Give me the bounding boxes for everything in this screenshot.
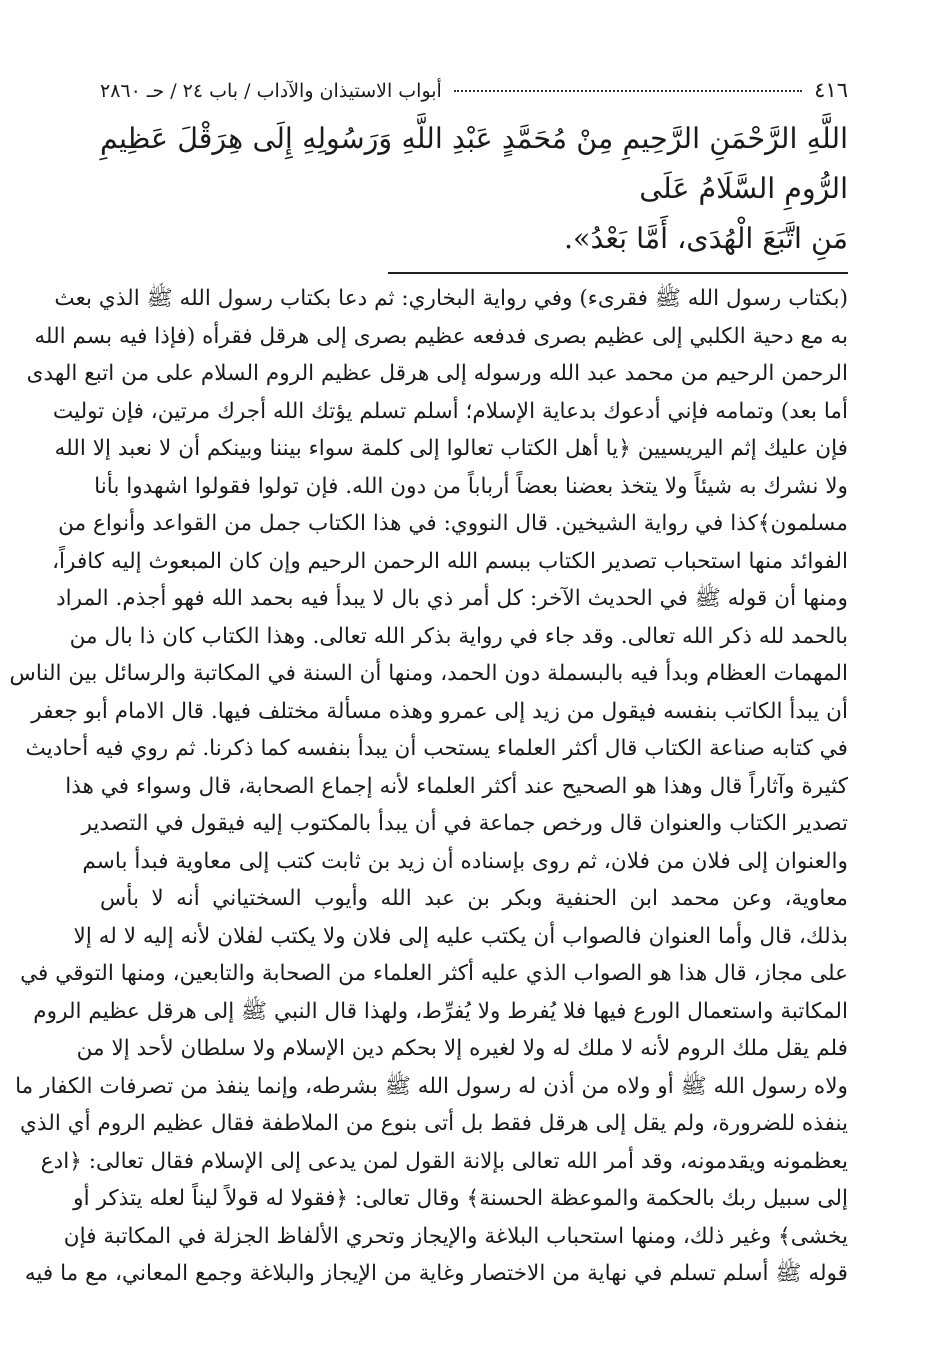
commentary-line: أما بعد) وتمامه فإني أدعوك بدعاية الإسلام؛ أسلم تسلم يؤتك الله أجرك مرتين، فإن توليت xyxy=(52,398,848,424)
commentary-line: ومنها أن قوله ﷺ في الحديث الآخر: كل أمر ذي بال لا يبدأ فيه بحمد الله فهو أجذم. المراد xyxy=(56,586,848,611)
commentary-line: في كتابه صناعة الكتاب قال أكثر العلماء يستحب أن يبدأ بنفسه كما ذكرنا. ثم روي فيه أحاديث xyxy=(25,736,848,761)
commentary-line: أن يبدأ الكاتب بنفسه فيقول من زيد إلى عمرو وهذه مسألة مختلف فيها. قال الامام أبو جعفر xyxy=(31,698,848,724)
page-number: ٤١٦ xyxy=(814,78,848,102)
commentary-line: تصدير الكتاب والعنوان قال ورخص جماعة في أن يبدأ بالمكتوب إليه فيقول في التصدير xyxy=(81,811,848,836)
hadith-line: مَنِ اتَّبَعَ الْهُدَى، أَمَّا بَعْدُ». xyxy=(563,222,848,255)
commentary-line: ولاه رسول الله ﷺ أو ولاه من أذن له رسول الله ﷺ بشرطه، وإنما ينفذ من تصرفات الكفار ما xyxy=(15,1073,848,1099)
commentary-line: على مجاز، قال هذا هو الصواب الذي عليه أكثر العلماء من الصحابة والتابعين، ومنها التوقي في xyxy=(20,961,848,986)
commentary-line: به مع دحية الكلبي إلى عظيم بصرى فدفعه عظيم بصرى إلى هرقل فقرأه (فإذا فيه بسم الله xyxy=(34,323,848,349)
hadith-text xyxy=(100,114,848,264)
running-header xyxy=(100,78,848,112)
commentary-line: يعظمونه ويقدمونه، وقد أمر الله تعالى بإلانة القول لمن يدعى إلى الإسلام فقال تعالى: ﴿ادع xyxy=(40,1148,848,1174)
commentary-text xyxy=(9,280,848,1293)
commentary-line: إلى سبيل ربك بالحكمة والموعظة الحسنة﴾ وقال تعالى: ﴿فقولا له قولاً ليناً لعله يتذكر أو xyxy=(73,1186,848,1211)
commentary-line: ولا نشرك به شيئاً ولا يتخذ بعضنا بعضاً أرباباً من دون الله. فإن تولوا فقولوا اشهدوا بأنا xyxy=(94,473,848,499)
commentary-line: بذلك، قال وأما العنوان فالصواب أن يكتب عليه إلى فلان ولا يكتب لفلان لأنه إليه لا له إلا xyxy=(73,923,848,949)
commentary-line: المهمات العظام وبدأ فيه بالبسملة دون الحمد، ومنها أن السنة في المكاتبة والرسائل بين الناس xyxy=(9,661,848,686)
commentary-line: ينفذه للضرورة، ولم يقل إلى هرقل فقط بل أتى بنوع من الملاطفة فقال عظيم الروم أي الذي xyxy=(20,1111,848,1136)
commentary-line: كثيرة وآثاراً قال وهذا هو الصحيح عند أكثر العلماء لأنه إجماع الصحابة، قال وسواء في هذا xyxy=(65,773,848,799)
commentary-line: المكاتبة واستعمال الورع فيها فلا يُفرط ولا يُفرِّط، ولهذا قال النبي ﷺ إلى هرقل عظيم الروم xyxy=(33,998,848,1024)
commentary-line: بالحمد لله ذكر الله تعالى. وقد جاء في رواية بذكر الله تعالى. وهذا الكتاب كان ذا بال من xyxy=(69,623,848,649)
commentary-line: الرحمن الرحيم من محمد عبد الله ورسوله إلى هرقل عظيم الروم السلام على من اتبع الهدى xyxy=(26,361,848,386)
header-title: أبواب الاستيذان والآداب / باب ٢٤ / حـ ٢٨٦٠ xyxy=(100,80,442,102)
commentary-line: يخشى﴾ وغير ذلك، ومنها استحباب البلاغة والإيجاز وتحري الألفاظ الجزلة في المكاتبة فإن xyxy=(63,1223,848,1249)
commentary-line: (بكتاب رسول الله ﷺ فقرىء) وفي رواية البخاري: ثم دعا بكتاب رسول الله ﷺ الذي بعث xyxy=(54,286,848,311)
commentary-line: مسلمون﴾كذا في رواية الشيخين. قال النووي: في هذا الكتاب جمل من القواعد وأنواع من xyxy=(58,511,848,536)
hadith-line: اللَّهِ الرَّحْمَنِ الرَّحِيمِ مِنْ مُحَمَّدٍ عَبْدِ اللَّهِ وَرَسُولِهِ إِلَى هِرَقْلَ عَظِيمِ الرُّومِ السَّلَامُ عَلَى xyxy=(100,122,848,205)
commentary-line: فإن عليك إثم اليريسيين ﴿يا أهل الكتاب تعالوا إلى كلمة سواء بيننا وبينكم أن لا نعبد إلا الله xyxy=(54,436,848,461)
commentary-line: قوله ﷺ أسلم تسلم في نهاية من الاختصار وغاية من الإيجاز والبلاغة وجمع المعاني، مع ما فيه xyxy=(24,1261,848,1286)
commentary-line: الفوائد منها استحباب تصدير الكتاب ببسم الله الرحمن الرحيم وإن كان المبعوث إليه كافراً، xyxy=(52,548,848,574)
commentary-line: والعنوان إلى فلان من فلان، ثم روى بإسناده أن زيد بن ثابت كتب إلى معاوية فبدأ باسم xyxy=(82,848,848,874)
commentary-line: معاوية، وعن محمد ابن الحنفية وبكر بن عبد الله وأيوب السختياني أنه لا بأس xyxy=(100,886,848,911)
commentary-line: فلم يقل ملك الروم لأنه لا ملك له ولا لغيره إلا بحكم دين الإسلام ولا سلطان لأحد إلا من xyxy=(76,1036,848,1061)
header-leader-dots xyxy=(454,90,802,92)
separator-rule xyxy=(388,272,848,274)
